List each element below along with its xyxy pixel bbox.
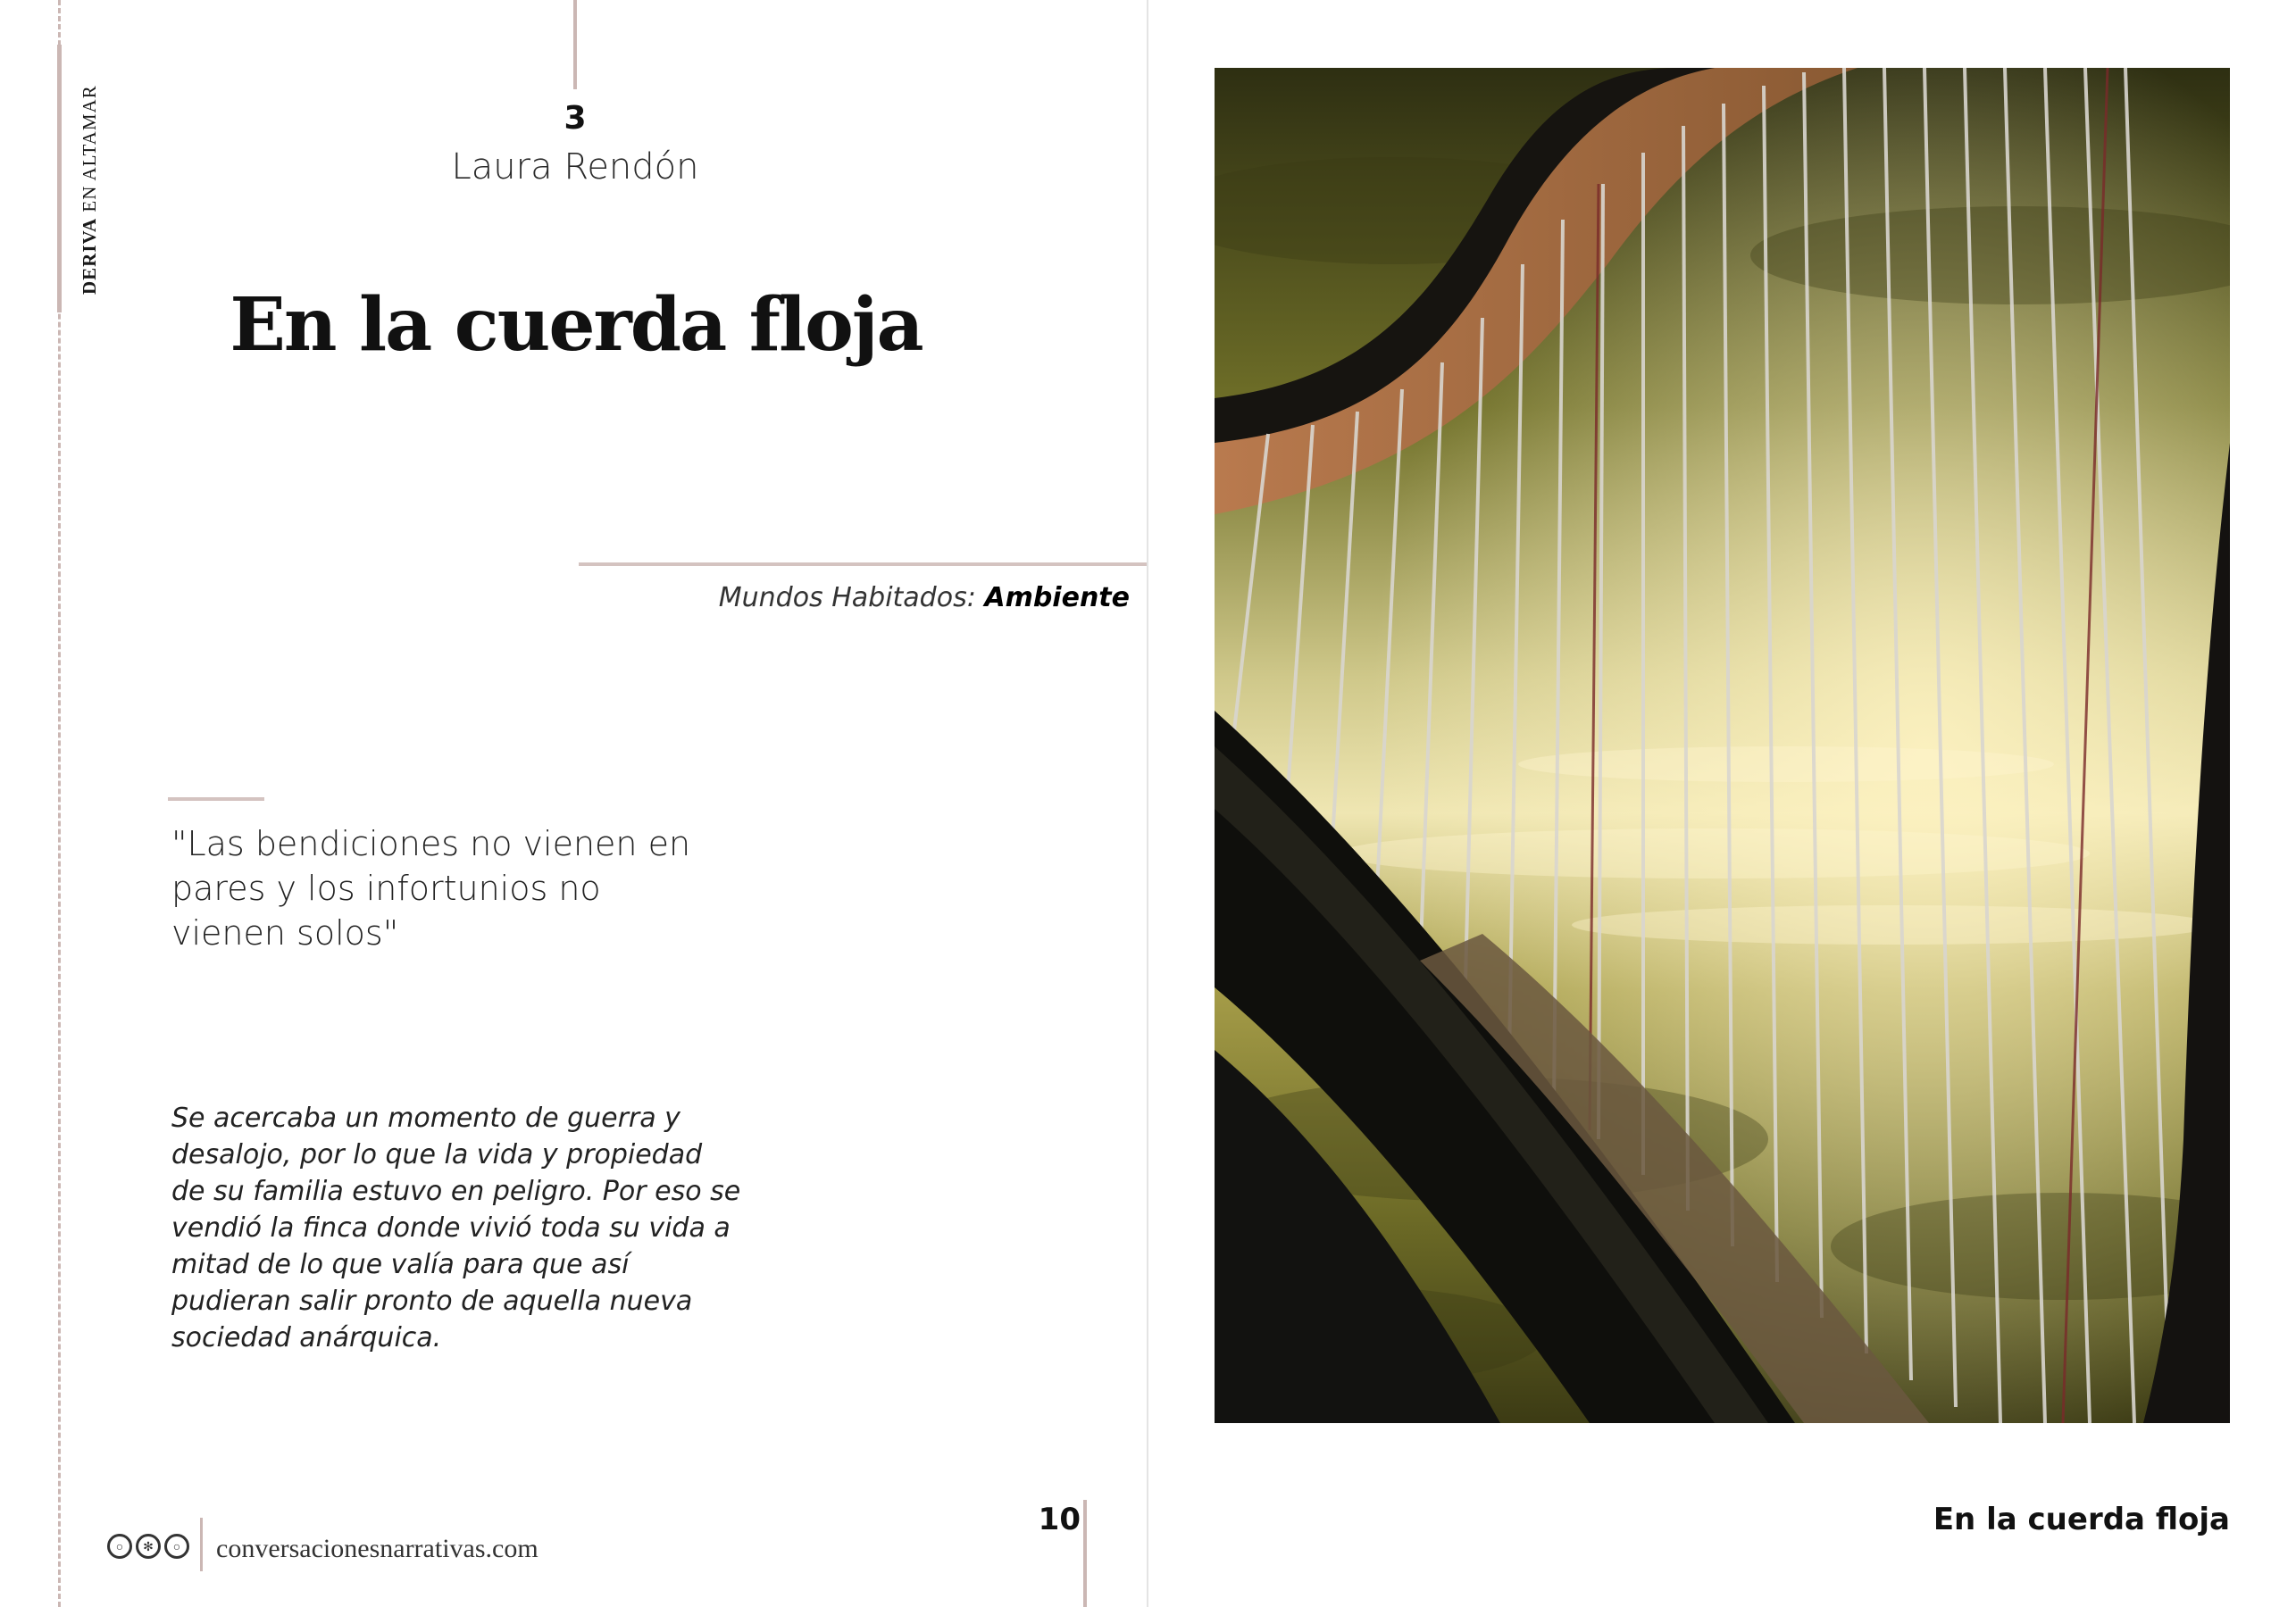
author-name: Laura Rendón xyxy=(451,146,699,187)
section-divider xyxy=(579,562,1147,566)
page-number: 10 xyxy=(1038,1502,1081,1537)
section-tag-value: Ambiente xyxy=(984,582,1130,613)
article-title: En la cuerda floja xyxy=(230,282,923,368)
magazine-section-label xyxy=(79,85,101,295)
footer-logo xyxy=(107,1534,189,1559)
section-label-rest: EN ALTAMAR xyxy=(79,85,100,218)
section-tag xyxy=(625,582,1130,613)
article-excerpt: Se acercaba un momento de guerra y desalojo, por lo que la vida y propiedad de su familia estuvo en peligro. Por eso se vendió la finca donde vivió toda su vida a mitad de lo que valía para que así pudieran salir pronto de aquella nueva sociedad anárquica. xyxy=(171,1103,741,1353)
section-label-bold: DERIVA xyxy=(79,217,100,295)
left-page xyxy=(0,0,1147,1607)
quote-divider xyxy=(168,797,264,801)
section-tag-label: Mundos Habitados: xyxy=(718,582,985,613)
running-title: En la cuerda floja xyxy=(1933,1502,2230,1537)
hexagon-star-icon: ✻ xyxy=(136,1534,161,1559)
top-tick-rule xyxy=(573,0,577,89)
margin-accent-bar xyxy=(57,45,62,312)
footer-divider xyxy=(200,1518,203,1571)
page-number-rule xyxy=(1083,1500,1087,1607)
circle-o-icon: ○ xyxy=(164,1534,189,1559)
circle-o-icon: ○ xyxy=(107,1534,132,1559)
pull-quote: "Las bendiciones no vienen en pares y los infortunios no vienen solos" xyxy=(171,824,691,953)
footer-url[interactable]: conversacionesnarrativas.com xyxy=(216,1534,539,1563)
harp-photo xyxy=(1215,68,2230,1423)
chapter-number: 3 xyxy=(564,100,587,137)
